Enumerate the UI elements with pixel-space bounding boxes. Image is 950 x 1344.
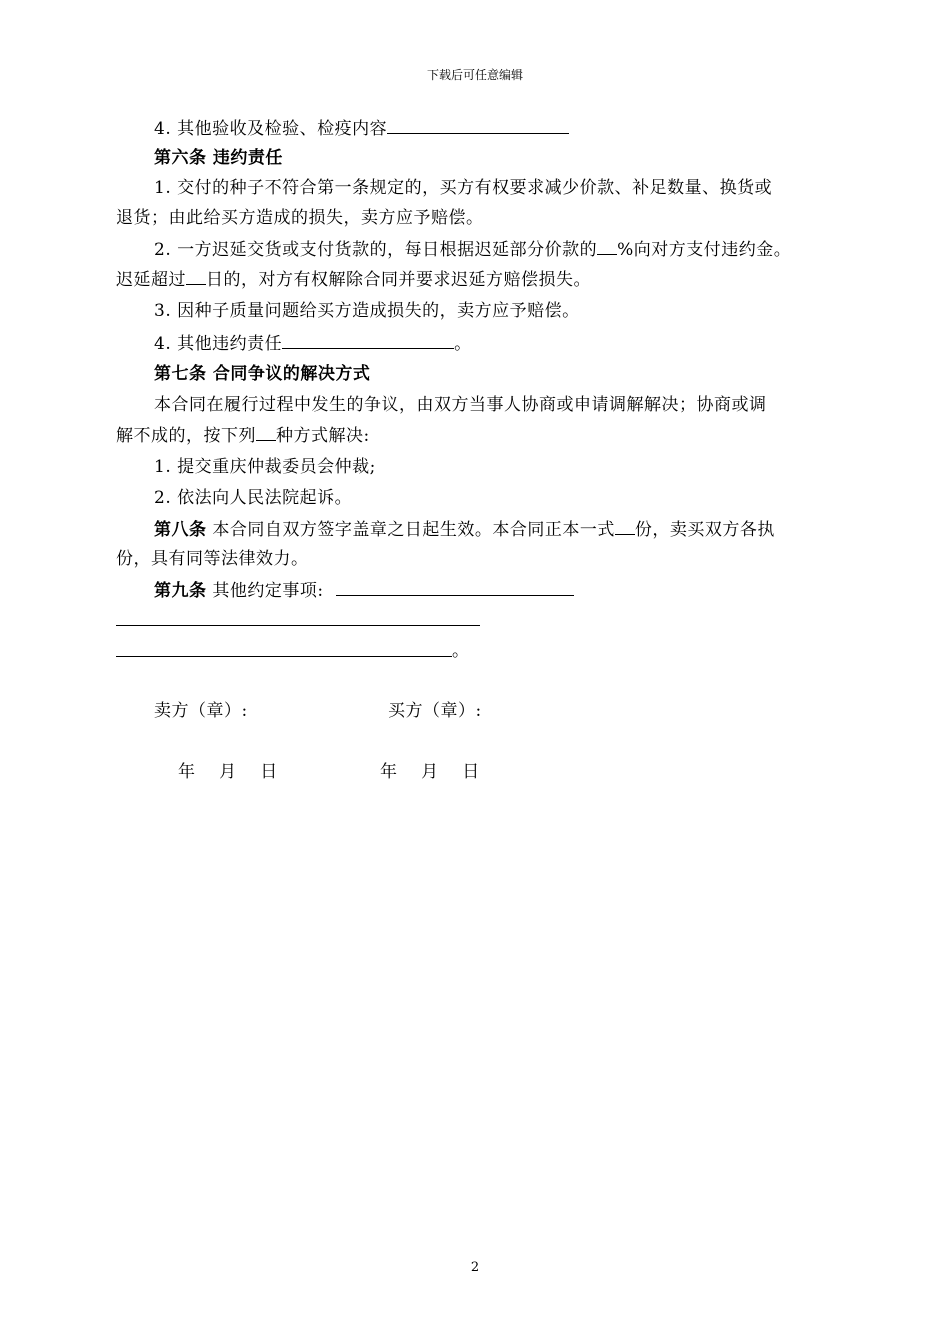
clause6-item2-line1 bbox=[154, 237, 791, 262]
clause6-item3: 3. 因种子质量问题给买方造成损失的，卖方应予赔偿。 bbox=[154, 301, 580, 321]
seller-date: 年 月 日 bbox=[178, 762, 278, 782]
clause7-option2: 2. 依法向人民法院起诉。 bbox=[154, 488, 353, 508]
clause7-text-a: 解不成的，按下列 bbox=[116, 426, 256, 446]
clause7-text-b: 种方式解决: bbox=[276, 426, 370, 446]
clause9-end: 。 bbox=[452, 641, 470, 661]
clause9-line1 bbox=[154, 578, 574, 603]
clause5-item4 bbox=[154, 116, 569, 141]
clause8-text-b: 份，卖买双方各执 bbox=[634, 520, 775, 540]
clause7-body-line2 bbox=[116, 423, 370, 448]
clause6-item2-text-b: %向对方支付违约金。 bbox=[617, 240, 792, 260]
clause8-line1 bbox=[154, 517, 775, 542]
blank-other-terms-2 bbox=[116, 625, 480, 626]
blank-other-terms-1 bbox=[336, 578, 574, 596]
seller-signature-label: 卖方（章）: bbox=[154, 701, 248, 721]
buyer-signature-label: 买方（章）: bbox=[388, 701, 482, 721]
clause6-item2-text-d: 日的，对方有权解除合同并要求迟延方赔偿损失。 bbox=[206, 270, 591, 290]
clause6-item4-text: 4. 其他违约责任 bbox=[154, 334, 283, 354]
clause7-option1: 1. 提交重庆仲裁委员会仲裁; bbox=[154, 457, 376, 477]
blank-resolution-choice bbox=[256, 423, 276, 441]
clause9-text: 其他约定事项: bbox=[206, 581, 324, 601]
blank-inspection-content bbox=[387, 116, 569, 134]
page-header: 下载后可任意编辑 bbox=[426, 68, 523, 82]
clause6-item4-end: 。 bbox=[454, 334, 472, 354]
clause8-line2: 份，具有同等法律效力。 bbox=[116, 549, 309, 569]
clause6-item2-line2 bbox=[116, 267, 591, 292]
clause6-item2-text-c: 迟延超过 bbox=[116, 270, 186, 290]
clause6-title: 第六条 违约责任 bbox=[154, 148, 283, 168]
clause5-item4-text: 4. 其他验收及检验、检疫内容 bbox=[154, 119, 388, 139]
blank-other-terms-3 bbox=[116, 656, 452, 657]
blank-penalty-percent bbox=[597, 237, 617, 255]
blank-delay-days bbox=[186, 267, 206, 285]
buyer-date: 年 月 日 bbox=[380, 762, 480, 782]
blank-copies bbox=[615, 517, 635, 535]
clause7-body-line1: 本合同在履行过程中发生的争议，由双方当事人协商或申请调解解决；协商或调 bbox=[154, 395, 767, 415]
clause6-item4 bbox=[154, 331, 472, 356]
clause9-title: 第九条 bbox=[154, 581, 207, 601]
clause6-item1-line2: 退货；由此给买方造成的损失，卖方应予赔偿。 bbox=[116, 208, 484, 228]
clause6-item1-line1: 1. 交付的种子不符合第一条规定的，买方有权要求减少价款、补足数量、换货或 bbox=[154, 178, 773, 198]
clause6-item2-text-a: 2. 一方迟延交货或支付货款的，每日根据迟延部分价款的 bbox=[154, 240, 598, 260]
blank-other-liability bbox=[282, 331, 454, 349]
clause8-title: 第八条 bbox=[154, 520, 207, 540]
clause7-title: 第七条 合同争议的解决方式 bbox=[154, 364, 371, 384]
page-number: 2 bbox=[470, 1260, 480, 1275]
clause8-text-a: 本合同自双方签字盖章之日起生效。本合同正本一式 bbox=[206, 520, 615, 540]
